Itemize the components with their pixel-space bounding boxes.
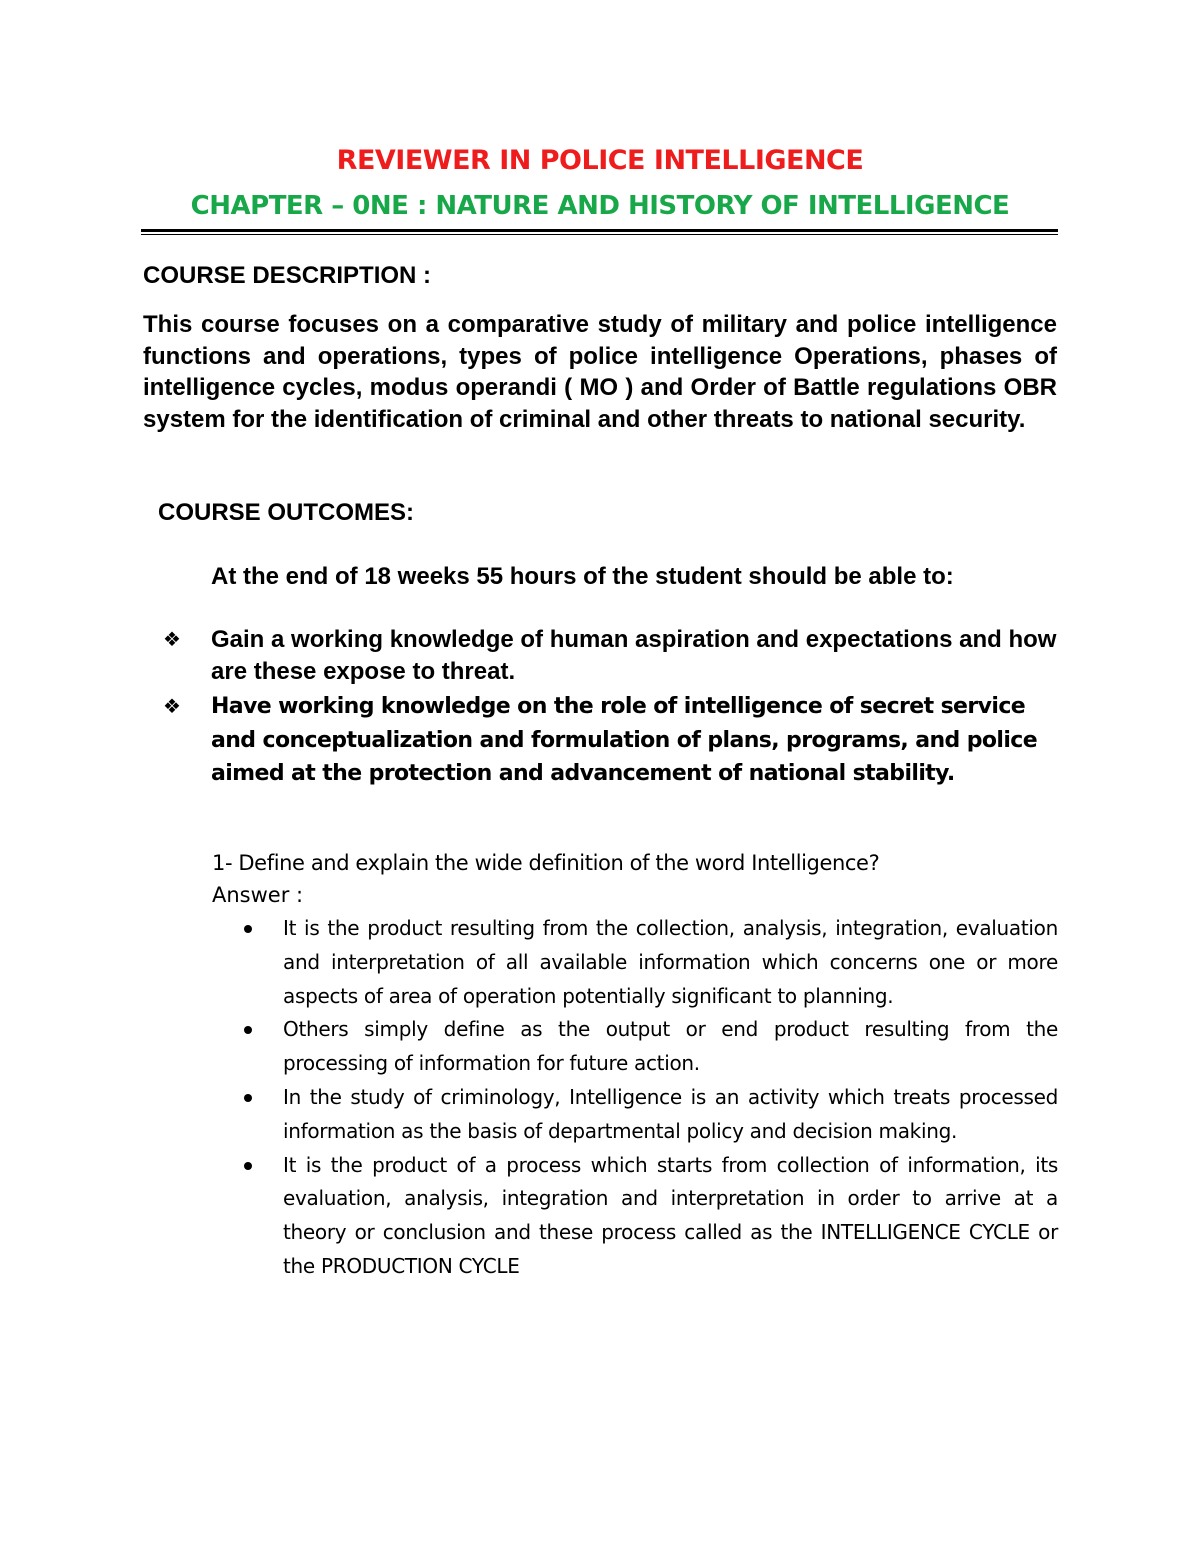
outcome-text: Have working knowledge on the role of intelligence of secret service and conceptualization and formulation of plans, programs, and police aimed at the protection and advancement of national stability.: [211, 694, 1038, 786]
document-title: REVIEWER IN POLICE INTELLIGENCE: [336, 145, 864, 176]
diamond-bullet-icon: ❖: [163, 629, 181, 651]
list-item: [240, 1013, 1058, 1081]
outcome-text: Gain a working knowledge of human aspiration and expectations and how are these expose to threat.: [211, 626, 1057, 685]
title-divider-thin: [141, 234, 1058, 235]
question-one: 1- Define and explain the wide definition of the word Intelligence?: [212, 851, 880, 875]
list-item: [240, 1149, 1058, 1284]
dot-bullet-icon: [244, 925, 252, 933]
list-item: [163, 624, 1058, 688]
answer-text: Others simply define as the output or end product resulting from the processing of information for future action.: [283, 1017, 1058, 1076]
course-description-heading: COURSE DESCRIPTION :: [143, 262, 432, 289]
list-item: [240, 912, 1058, 1013]
chapter-title: CHAPTER – 0NE : NATURE AND HISTORY OF INTELLIGENCE: [190, 191, 1010, 221]
answer-text: It is the product of a process which starts from collection of information, its evaluation, analysis, integration and interpretation in order to arrive at a theory or conclusion and these process called as the INTELLIGENCE CYCLE or the PRODUCTION CYCLE: [283, 1152, 1058, 1278]
course-outcomes-intro: At the end of 18 weeks 55 hours of the student should be able to:: [211, 563, 954, 590]
course-outcomes-list: [163, 624, 1058, 793]
answer-text: It is the product resulting from the collection, analysis, integration, evaluation and interpretation of all available information which concerns one or more aspects of area of operation potentially significant to planning.: [283, 916, 1058, 1008]
course-outcomes-heading: COURSE OUTCOMES:: [158, 499, 415, 526]
dot-bullet-icon: [244, 1094, 252, 1102]
title-divider-thick: [141, 229, 1058, 232]
list-item: [163, 690, 1058, 791]
answer-label: Answer :: [212, 883, 304, 907]
dot-bullet-icon: [244, 1162, 252, 1170]
course-description-body: This course focuses on a comparative study of military and police intelligence functions and operations, types of police intelligence Operations, phases of intelligence cycles, modus operandi ( MO ) and Order of Battle regulations OBR system for the identification of criminal and other threats to national security.: [143, 311, 1057, 433]
list-item: [240, 1081, 1058, 1149]
answer-text: In the study of criminology, Intelligence is an activity which treats processed information as the basis of departmental policy and decision making.: [283, 1084, 1058, 1143]
diamond-bullet-icon: ❖: [163, 694, 181, 718]
dot-bullet-icon: [244, 1026, 252, 1034]
answer-list: [240, 912, 1058, 1284]
